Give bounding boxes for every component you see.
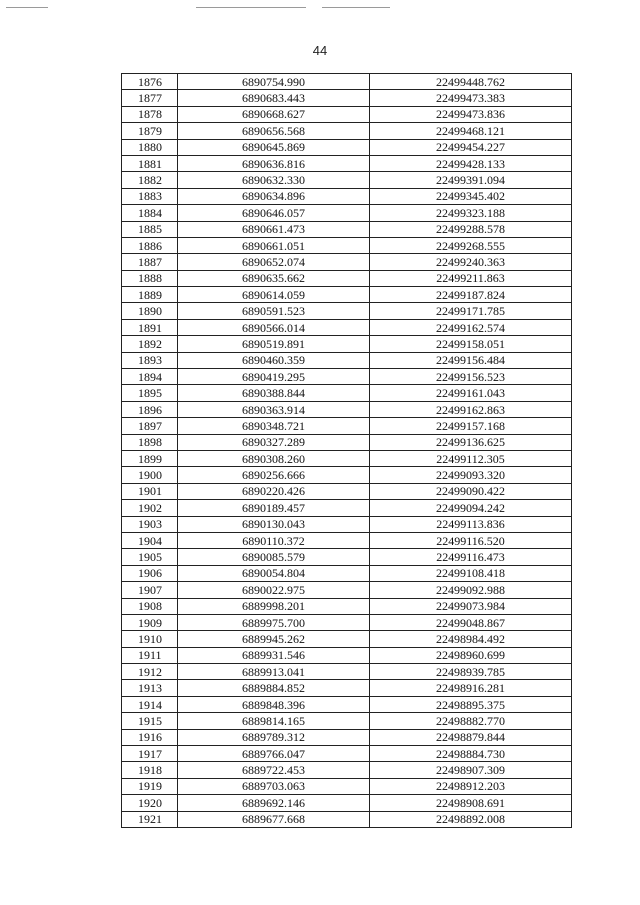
point-number-cell: 1892 <box>122 336 178 352</box>
table-row <box>122 254 572 270</box>
point-number-cell: 1877 <box>122 90 178 106</box>
point-number-cell: 1902 <box>122 500 178 516</box>
coordinates-table-body <box>122 74 572 828</box>
point-number-cell: 1912 <box>122 664 178 680</box>
y-coordinate-cell: 22498960.699 <box>370 647 572 663</box>
table-row <box>122 582 572 598</box>
table-row <box>122 795 572 811</box>
point-number-cell: 1895 <box>122 385 178 401</box>
x-coordinate-cell: 6890519.891 <box>178 336 370 352</box>
y-coordinate-cell: 22499391.094 <box>370 172 572 188</box>
y-coordinate-cell: 22499187.824 <box>370 287 572 303</box>
x-coordinate-cell: 6890308.260 <box>178 450 370 466</box>
x-coordinate-cell: 6890634.896 <box>178 188 370 204</box>
table-row <box>122 467 572 483</box>
coordinates-table <box>121 73 572 828</box>
table-row <box>122 155 572 171</box>
x-coordinate-cell: 6890614.059 <box>178 287 370 303</box>
table-row <box>122 565 572 581</box>
x-coordinate-cell: 6889998.201 <box>178 598 370 614</box>
table-row <box>122 696 572 712</box>
y-coordinate-cell: 22498984.492 <box>370 631 572 647</box>
scan-artifact-line <box>6 7 48 8</box>
x-coordinate-cell: 6890256.666 <box>178 467 370 483</box>
table-row <box>122 762 572 778</box>
point-number-cell: 1890 <box>122 303 178 319</box>
point-number-cell: 1915 <box>122 713 178 729</box>
point-number-cell: 1916 <box>122 729 178 745</box>
x-coordinate-cell: 6890668.627 <box>178 106 370 122</box>
table-row <box>122 336 572 352</box>
y-coordinate-cell: 22499113.836 <box>370 516 572 532</box>
point-number-cell: 1911 <box>122 647 178 663</box>
table-row <box>122 401 572 417</box>
table-row <box>122 483 572 499</box>
table-row <box>122 74 572 90</box>
y-coordinate-cell: 22499428.133 <box>370 155 572 171</box>
table-row <box>122 614 572 630</box>
table-row <box>122 369 572 385</box>
point-number-cell: 1893 <box>122 352 178 368</box>
table-row <box>122 270 572 286</box>
y-coordinate-cell: 22499162.863 <box>370 401 572 417</box>
y-coordinate-cell: 22499171.785 <box>370 303 572 319</box>
table-row <box>122 778 572 794</box>
point-number-cell: 1888 <box>122 270 178 286</box>
y-coordinate-cell: 22499112.305 <box>370 450 572 466</box>
table-row <box>122 106 572 122</box>
point-number-cell: 1905 <box>122 549 178 565</box>
y-coordinate-cell: 22499454.227 <box>370 139 572 155</box>
x-coordinate-cell: 6890085.579 <box>178 549 370 565</box>
x-coordinate-cell: 6889722.453 <box>178 762 370 778</box>
x-coordinate-cell: 6890635.662 <box>178 270 370 286</box>
table-row <box>122 450 572 466</box>
table-row <box>122 680 572 696</box>
point-number-cell: 1886 <box>122 237 178 253</box>
point-number-cell: 1884 <box>122 205 178 221</box>
y-coordinate-cell: 22499268.555 <box>370 237 572 253</box>
x-coordinate-cell: 6890189.457 <box>178 500 370 516</box>
x-coordinate-cell: 6890661.051 <box>178 237 370 253</box>
table-row <box>122 746 572 762</box>
x-coordinate-cell: 6889677.668 <box>178 811 370 827</box>
x-coordinate-cell: 6890348.721 <box>178 418 370 434</box>
table-row <box>122 303 572 319</box>
point-number-cell: 1901 <box>122 483 178 499</box>
y-coordinate-cell: 22499116.473 <box>370 549 572 565</box>
point-number-cell: 1894 <box>122 369 178 385</box>
point-number-cell: 1918 <box>122 762 178 778</box>
y-coordinate-cell: 22499345.402 <box>370 188 572 204</box>
x-coordinate-cell: 6889848.396 <box>178 696 370 712</box>
table-row <box>122 237 572 253</box>
point-number-cell: 1881 <box>122 155 178 171</box>
point-number-cell: 1900 <box>122 467 178 483</box>
x-coordinate-cell: 6890054.804 <box>178 565 370 581</box>
y-coordinate-cell: 22499158.051 <box>370 336 572 352</box>
point-number-cell: 1920 <box>122 795 178 811</box>
table-row <box>122 647 572 663</box>
table-row <box>122 188 572 204</box>
table-row <box>122 221 572 237</box>
point-number-cell: 1885 <box>122 221 178 237</box>
point-number-cell: 1906 <box>122 565 178 581</box>
y-coordinate-cell: 22499094.242 <box>370 500 572 516</box>
x-coordinate-cell: 6890110.372 <box>178 532 370 548</box>
x-coordinate-cell: 6890683.443 <box>178 90 370 106</box>
point-number-cell: 1909 <box>122 614 178 630</box>
y-coordinate-cell: 22498908.691 <box>370 795 572 811</box>
point-number-cell: 1898 <box>122 434 178 450</box>
point-number-cell: 1908 <box>122 598 178 614</box>
table-row <box>122 287 572 303</box>
y-coordinate-cell: 22499116.520 <box>370 532 572 548</box>
table-row <box>122 139 572 155</box>
x-coordinate-cell: 6889692.146 <box>178 795 370 811</box>
point-number-cell: 1889 <box>122 287 178 303</box>
point-number-cell: 1907 <box>122 582 178 598</box>
point-number-cell: 1921 <box>122 811 178 827</box>
scan-artifact-line <box>322 7 390 8</box>
point-number-cell: 1904 <box>122 532 178 548</box>
y-coordinate-cell: 22499211.863 <box>370 270 572 286</box>
table-row <box>122 811 572 827</box>
x-coordinate-cell: 6890656.568 <box>178 123 370 139</box>
x-coordinate-cell: 6890022.975 <box>178 582 370 598</box>
x-coordinate-cell: 6889814.165 <box>178 713 370 729</box>
point-number-cell: 1917 <box>122 746 178 762</box>
point-number-cell: 1919 <box>122 778 178 794</box>
table-row <box>122 172 572 188</box>
y-coordinate-cell: 22499323.188 <box>370 205 572 221</box>
y-coordinate-cell: 22498907.309 <box>370 762 572 778</box>
point-number-cell: 1913 <box>122 680 178 696</box>
x-coordinate-cell: 6890220.426 <box>178 483 370 499</box>
table-row <box>122 549 572 565</box>
x-coordinate-cell: 6889703.063 <box>178 778 370 794</box>
x-coordinate-cell: 6889884.852 <box>178 680 370 696</box>
y-coordinate-cell: 22499468.121 <box>370 123 572 139</box>
x-coordinate-cell: 6889945.262 <box>178 631 370 647</box>
x-coordinate-cell: 6890327.289 <box>178 434 370 450</box>
point-number-cell: 1897 <box>122 418 178 434</box>
y-coordinate-cell: 22499473.836 <box>370 106 572 122</box>
y-coordinate-cell: 22499136.625 <box>370 434 572 450</box>
y-coordinate-cell: 22499240.363 <box>370 254 572 270</box>
y-coordinate-cell: 22498939.785 <box>370 664 572 680</box>
x-coordinate-cell: 6890645.869 <box>178 139 370 155</box>
y-coordinate-cell: 22499090.422 <box>370 483 572 499</box>
table-row <box>122 418 572 434</box>
x-coordinate-cell: 6889789.312 <box>178 729 370 745</box>
table-row <box>122 123 572 139</box>
table-row <box>122 713 572 729</box>
x-coordinate-cell: 6890636.816 <box>178 155 370 171</box>
y-coordinate-cell: 22499093.320 <box>370 467 572 483</box>
y-coordinate-cell: 22499157.168 <box>370 418 572 434</box>
point-number-cell: 1882 <box>122 172 178 188</box>
point-number-cell: 1880 <box>122 139 178 155</box>
point-number-cell: 1887 <box>122 254 178 270</box>
x-coordinate-cell: 6890363.914 <box>178 401 370 417</box>
table-row <box>122 319 572 335</box>
y-coordinate-cell: 22498916.281 <box>370 680 572 696</box>
point-number-cell: 1878 <box>122 106 178 122</box>
x-coordinate-cell: 6890388.844 <box>178 385 370 401</box>
page-number: 44 <box>312 43 328 58</box>
table-row <box>122 729 572 745</box>
y-coordinate-cell: 22499162.574 <box>370 319 572 335</box>
x-coordinate-cell: 6889975.700 <box>178 614 370 630</box>
point-number-cell: 1914 <box>122 696 178 712</box>
y-coordinate-cell: 22499473.383 <box>370 90 572 106</box>
x-coordinate-cell: 6890661.473 <box>178 221 370 237</box>
y-coordinate-cell: 22498879.844 <box>370 729 572 745</box>
x-coordinate-cell: 6890460.359 <box>178 352 370 368</box>
point-number-cell: 1883 <box>122 188 178 204</box>
x-coordinate-cell: 6890646.057 <box>178 205 370 221</box>
x-coordinate-cell: 6890754.990 <box>178 74 370 90</box>
point-number-cell: 1879 <box>122 123 178 139</box>
x-coordinate-cell: 6890632.330 <box>178 172 370 188</box>
x-coordinate-cell: 6890566.014 <box>178 319 370 335</box>
point-number-cell: 1896 <box>122 401 178 417</box>
table-row <box>122 664 572 680</box>
table-row <box>122 352 572 368</box>
x-coordinate-cell: 6889931.546 <box>178 647 370 663</box>
point-number-cell: 1903 <box>122 516 178 532</box>
y-coordinate-cell: 22498884.730 <box>370 746 572 762</box>
x-coordinate-cell: 6890591.523 <box>178 303 370 319</box>
table-row <box>122 598 572 614</box>
table-row <box>122 500 572 516</box>
table-row <box>122 205 572 221</box>
table-row <box>122 631 572 647</box>
x-coordinate-cell: 6889766.047 <box>178 746 370 762</box>
table-row <box>122 434 572 450</box>
table-row <box>122 385 572 401</box>
y-coordinate-cell: 22499073.984 <box>370 598 572 614</box>
y-coordinate-cell: 22499048.867 <box>370 614 572 630</box>
table-row <box>122 532 572 548</box>
y-coordinate-cell: 22498882.770 <box>370 713 572 729</box>
x-coordinate-cell: 6890652.074 <box>178 254 370 270</box>
y-coordinate-cell: 22499156.523 <box>370 369 572 385</box>
y-coordinate-cell: 22499161.043 <box>370 385 572 401</box>
y-coordinate-cell: 22498895.375 <box>370 696 572 712</box>
point-number-cell: 1891 <box>122 319 178 335</box>
y-coordinate-cell: 22498892.008 <box>370 811 572 827</box>
y-coordinate-cell: 22499092.988 <box>370 582 572 598</box>
y-coordinate-cell: 22498912.203 <box>370 778 572 794</box>
x-coordinate-cell: 6889913.041 <box>178 664 370 680</box>
x-coordinate-cell: 6890419.295 <box>178 369 370 385</box>
y-coordinate-cell: 22499448.762 <box>370 74 572 90</box>
point-number-cell: 1910 <box>122 631 178 647</box>
y-coordinate-cell: 22499108.418 <box>370 565 572 581</box>
point-number-cell: 1876 <box>122 74 178 90</box>
table-row <box>122 90 572 106</box>
scan-artifact-line <box>196 7 306 8</box>
point-number-cell: 1899 <box>122 450 178 466</box>
table-row <box>122 516 572 532</box>
x-coordinate-cell: 6890130.043 <box>178 516 370 532</box>
y-coordinate-cell: 22499156.484 <box>370 352 572 368</box>
y-coordinate-cell: 22499288.578 <box>370 221 572 237</box>
